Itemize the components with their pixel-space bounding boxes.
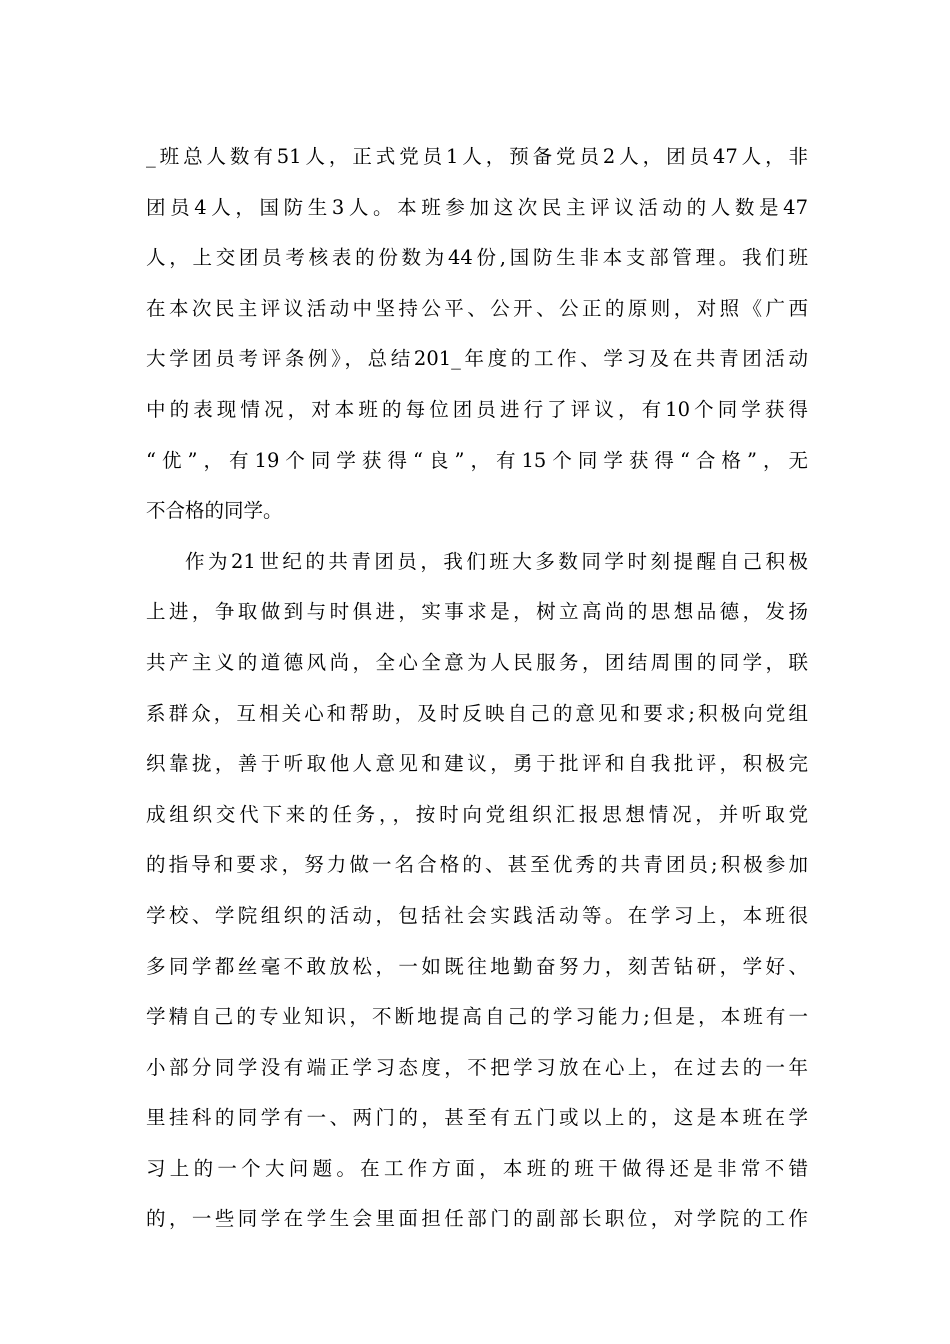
text-line: 多同学都丝毫不敢放松，一如既往地勤奋努力，刻苦钻研，学好、 (146, 954, 808, 978)
paragraph-1 (146, 132, 808, 537)
text-line: 在本次民主评议活动中坚持公平、公开、公正的原则，对照《广西 (146, 296, 808, 320)
text-line: 里挂科的同学有一、两门的，甚至有五门或以上的，这是本班在学 (146, 1106, 808, 1130)
text-line: 不合格的同学。 (146, 499, 283, 523)
document-body (146, 132, 808, 1245)
text-line: 学校、学院组织的活动，包括社会实践活动等。在学习上，本班很 (146, 903, 808, 927)
text-line: 织靠拢，善于听取他人意见和建议，勇于批评和自我批评，积极完 (146, 752, 808, 776)
text-line: 学精自己的专业知识，不断地提高自己的学习能力;但是，本班有一 (146, 1005, 808, 1029)
text-line: “优”，有19个同学获得“良”，有15个同学获得“合格”，无 (146, 448, 808, 472)
text-line: 成组织交代下来的任务，，按时向党组织汇报思想情况，并听取党 (146, 802, 808, 826)
text-line: 大学团员考评条例》，总结201_年度的工作、学习及在共青团活动 (146, 347, 808, 371)
text-line: 共产主义的道德风尚，全心全意为人民服务，团结周围的同学，联 (146, 650, 808, 674)
text-line: 的指导和要求，努力做一名合格的、甚至优秀的共青团员;积极参加 (146, 853, 808, 877)
text-line: _班总人数有51人，正式党员1人，预备党员2人，团员47人，非 (146, 145, 808, 168)
text-line: 上进，争取做到与时俱进，实事求是，树立高尚的思想品德，发扬 (146, 600, 808, 624)
text-line: 系群众，互相关心和帮助，及时反映自己的意见和要求;积极向党组 (146, 701, 808, 725)
text-line: 小部分同学没有端正学习态度，不把学习放在心上，在过去的一年 (146, 1055, 808, 1079)
paragraph-2 (146, 537, 808, 1245)
text-line: 的，一些同学在学生会里面担任部门的副部长职位，对学院的工作 (146, 1207, 808, 1231)
text-line: 中的表现情况，对本班的每位团员进行了评议，有10个同学获得 (146, 397, 808, 421)
text-line: 作为21世纪的共青团员，我们班大多数同学时刻提醒自己积极 (185, 549, 808, 573)
text-line: 团员4人，国防生3人。本班参加这次民主评议活动的人数是47 (146, 195, 808, 219)
text-line: 人，上交团员考核表的份数为44份,国防生非本支部管理。我们班 (146, 246, 808, 270)
text-line: 习上的一个大问题。在工作方面，本班的班干做得还是非常不错 (146, 1156, 808, 1180)
